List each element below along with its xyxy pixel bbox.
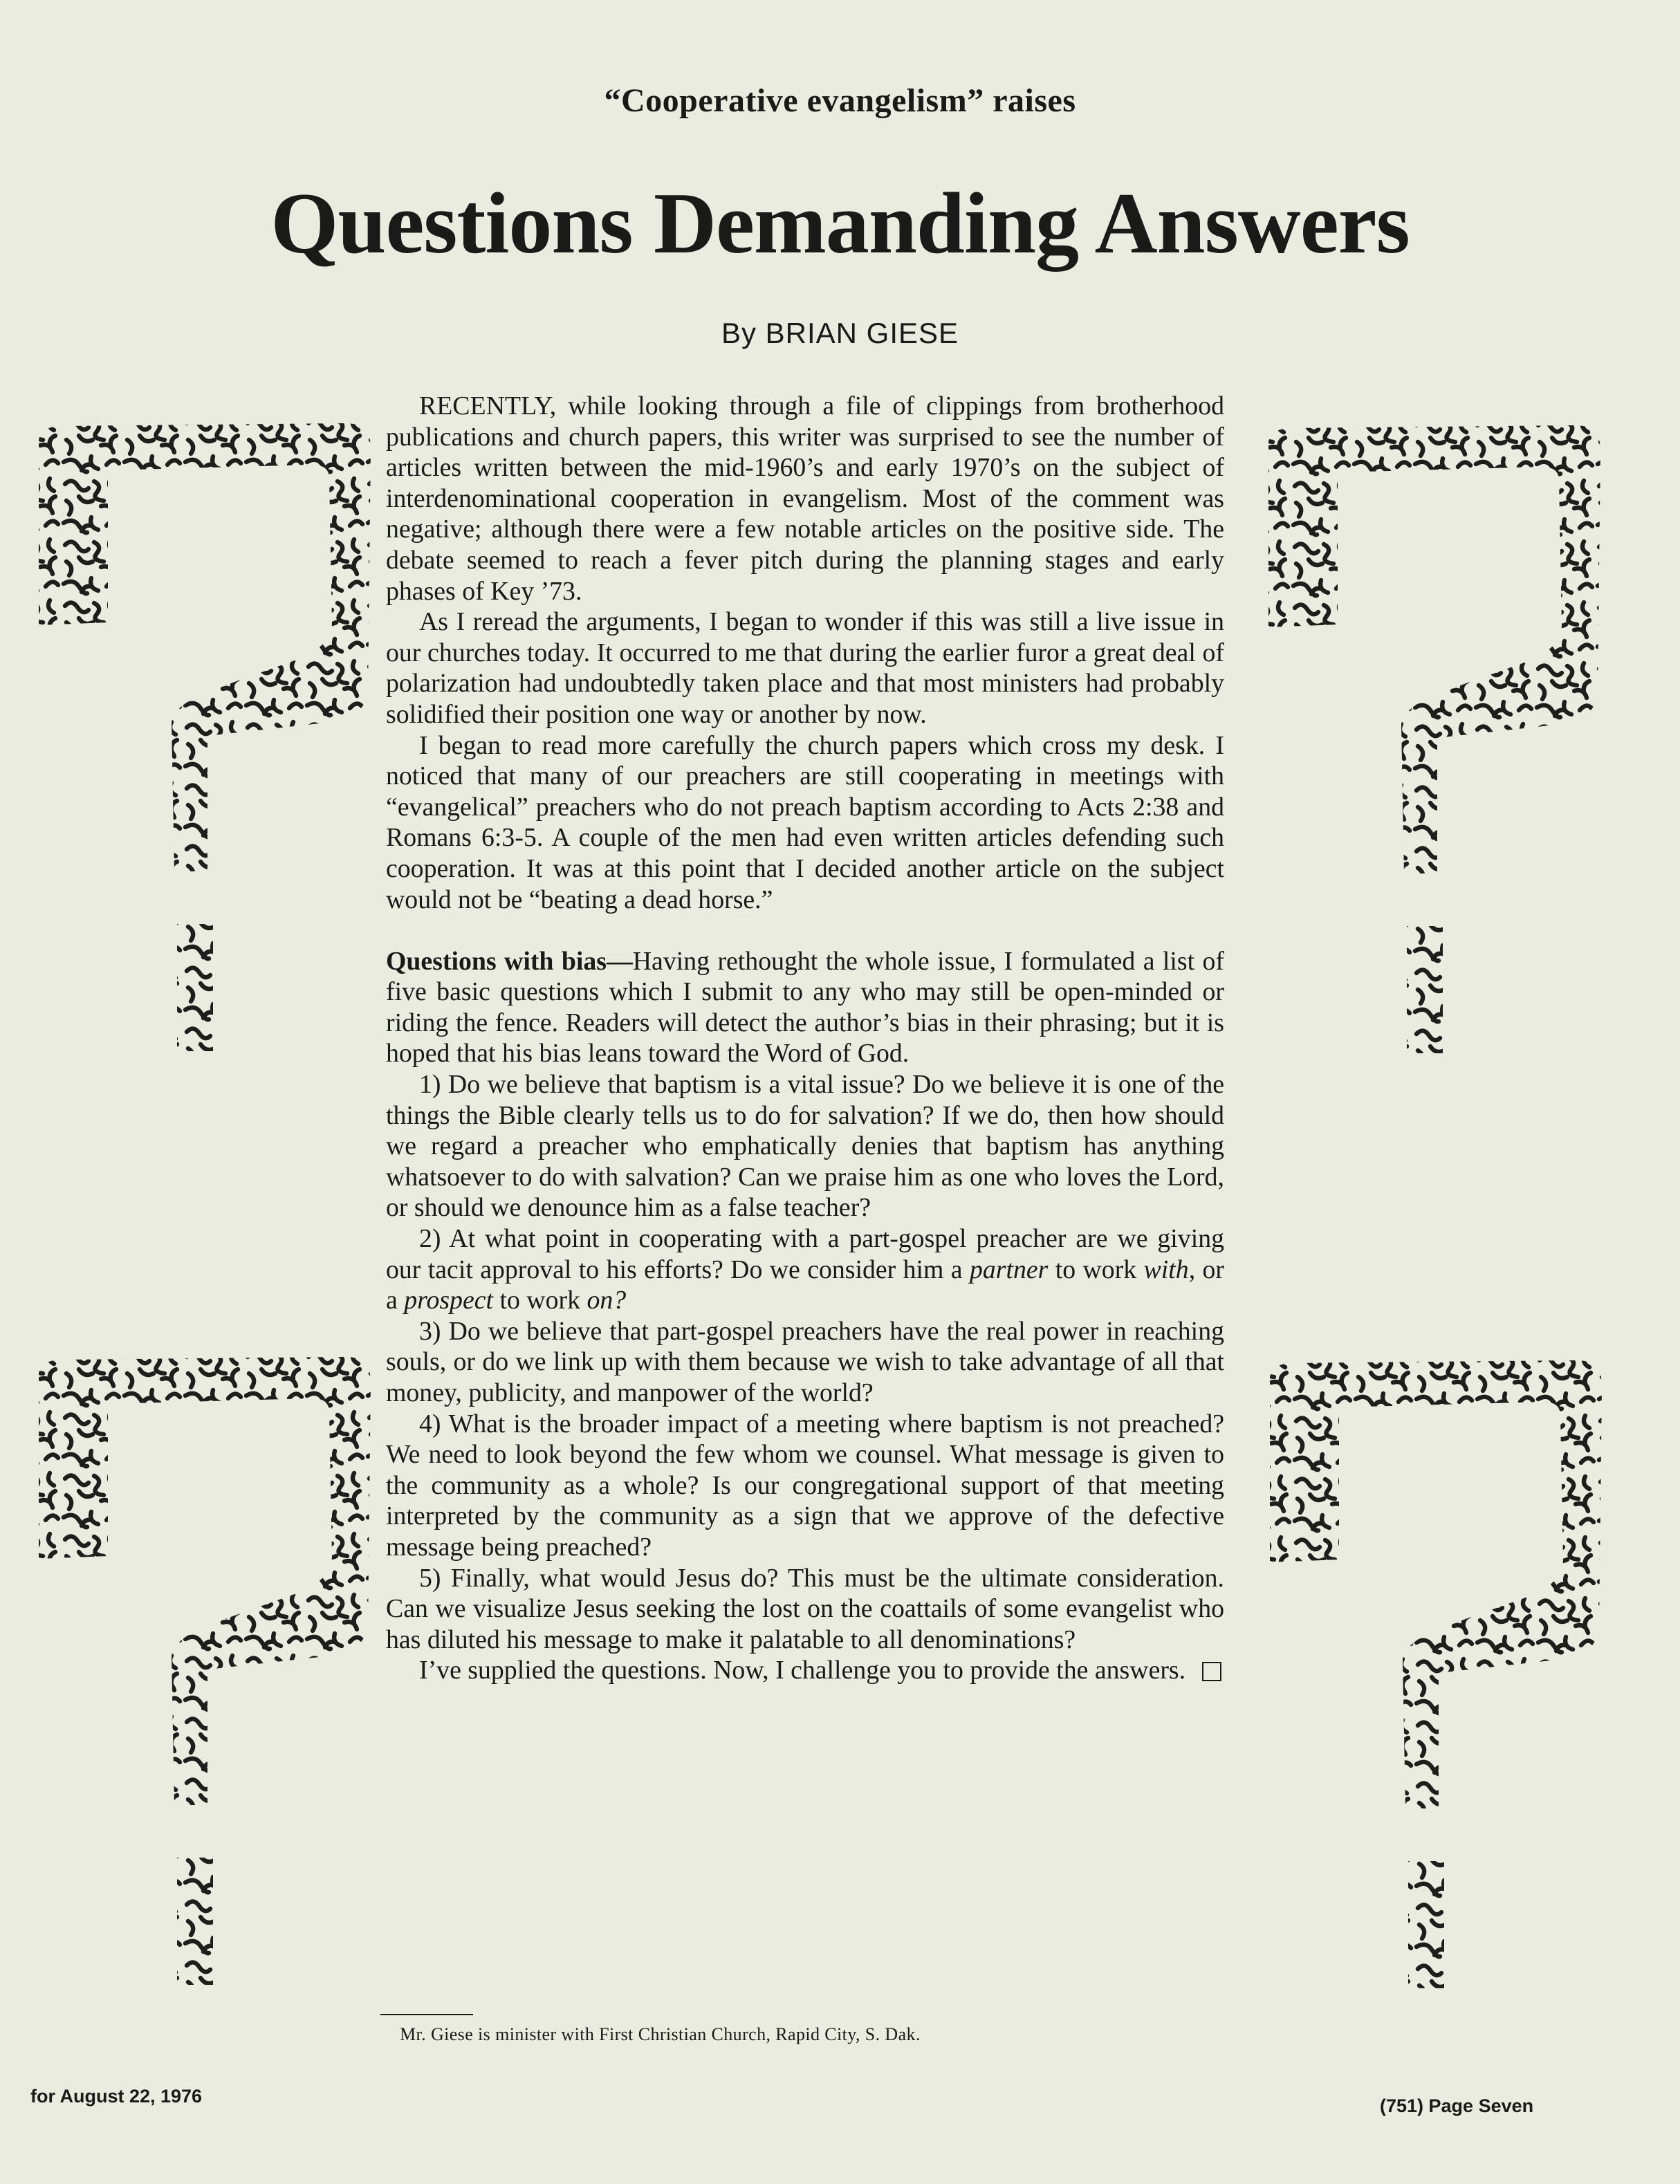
article-byline: By BRIAN GIESE (721, 317, 959, 349)
end-mark-icon (1202, 1662, 1221, 1681)
q2-text-a: 2) At what point in cooperating with a part-gospel preacher are we giving our tacit approval to his efforts? Do we consider him a (386, 1224, 1224, 1284)
q2-with: with, (1143, 1255, 1196, 1284)
question-1: 1) Do we believe that baptism is a vital issue? Do we believe it is one of the things the Bible clearly tells us to do for salvation? If we do, then how should we regard a preacher who emphatically denies that baptism has anything whatsoever to do with salvation? Can we praise him as one who loves the Lord, or should we denounce him as a false teacher? (386, 1070, 1224, 1223)
paragraph-reread: As I reread the arguments, I began to wonder if this was still a live issue in our churches today. It occurred to me that during the earlier furor a great deal of polarization had undoubtedly taken place and that most ministers had probably solidified their position one way or another by now. (386, 607, 1224, 729)
question-mark-icon (0, 1317, 387, 2044)
paragraph-closing (386, 1655, 1224, 1686)
question-mark-icon (1230, 386, 1617, 1112)
footnote-rule (380, 2014, 473, 2015)
question-2 (386, 1223, 1224, 1316)
section-heading: Questions with bias— (386, 946, 633, 976)
question-4: 4) What is the broader impact of a meeting where baptism is not preached? We need to look beyond the few whom we counsel. What message is given to the community as a whole? Is our congregational support of that meeting interpreted by the community as a sign that we approve of the defective message being preached? (386, 1409, 1224, 1562)
article-title: Questions Demanding Answers (270, 176, 1410, 272)
article-kicker: “Cooperative evangelism” raises (604, 82, 1076, 119)
article-body (386, 391, 1224, 1686)
question-mark-icon (0, 384, 387, 1110)
closing-text: I’ve supplied the questions. Now, I challenge you to provide the answers. (419, 1656, 1186, 1685)
author-footnote: Mr. Giese is minister with First Christian Church, Rapid City, S. Dak. (400, 2024, 921, 2044)
section-text: Having rethought the whole issue, I formulated a list of five basic questions which I submit to any who may still be open-minded or riding the fence. Readers will detect the author’s bias in their phrasing; but it is hoped that his bias leans toward the Word of God. (386, 946, 1224, 1068)
question-5: 5) Finally, what would Jesus do? This must be the ultimate consideration. Can we visualize Jesus seeking the lost on the coattails of some evangelist who has diluted his message to make it palatable to all denominations? (386, 1563, 1224, 1654)
issue-date: for August 22, 1976 (30, 2086, 203, 2107)
q2-partner: partner (969, 1255, 1049, 1284)
question-3: 3) Do we believe that part-gospel preachers have the real power in reaching souls, or do we link up with them because we wish to take advantage of all that money, publicity, and manpower of the world? (386, 1316, 1224, 1407)
paragraph-church-papers: I began to read more carefully the church papers which cross my desk. I noticed that many of our preachers are still cooperating in meetings with “evangelical” preachers who do not preach baptism according to Acts 2:38 and Romans 6:3-5. A couple of the men had even written articles defending such cooperation. It was at this point that I decided another article on the subject would not be “beating a dead horse.” (386, 730, 1224, 914)
paragraph-intro: RECENTLY, while looking through a file of clippings from brotherhood publications and church papers, this writer was surprised to see the number of articles written between the mid-1960’s and early 1970’s on the subject of interdenominational cooperation in evangelism. Most of the comment was negative; although there were a few notable articles on the positive side. The debate seemed to reach a fever pitch during the planning stages and early phases of Key ’73. (386, 391, 1224, 606)
q2-text-d: to work (493, 1286, 587, 1315)
q2-prospect: prospect (404, 1286, 493, 1315)
question-mark-icon (1231, 1321, 1618, 2047)
q2-text-b: to work (1048, 1255, 1144, 1284)
q2-on: on? (587, 1286, 627, 1315)
paragraph-questions-with-bias (386, 946, 1224, 1069)
q2-text-c: or a (386, 1255, 1225, 1315)
page-number: (751) Page Seven (1380, 2095, 1534, 2116)
